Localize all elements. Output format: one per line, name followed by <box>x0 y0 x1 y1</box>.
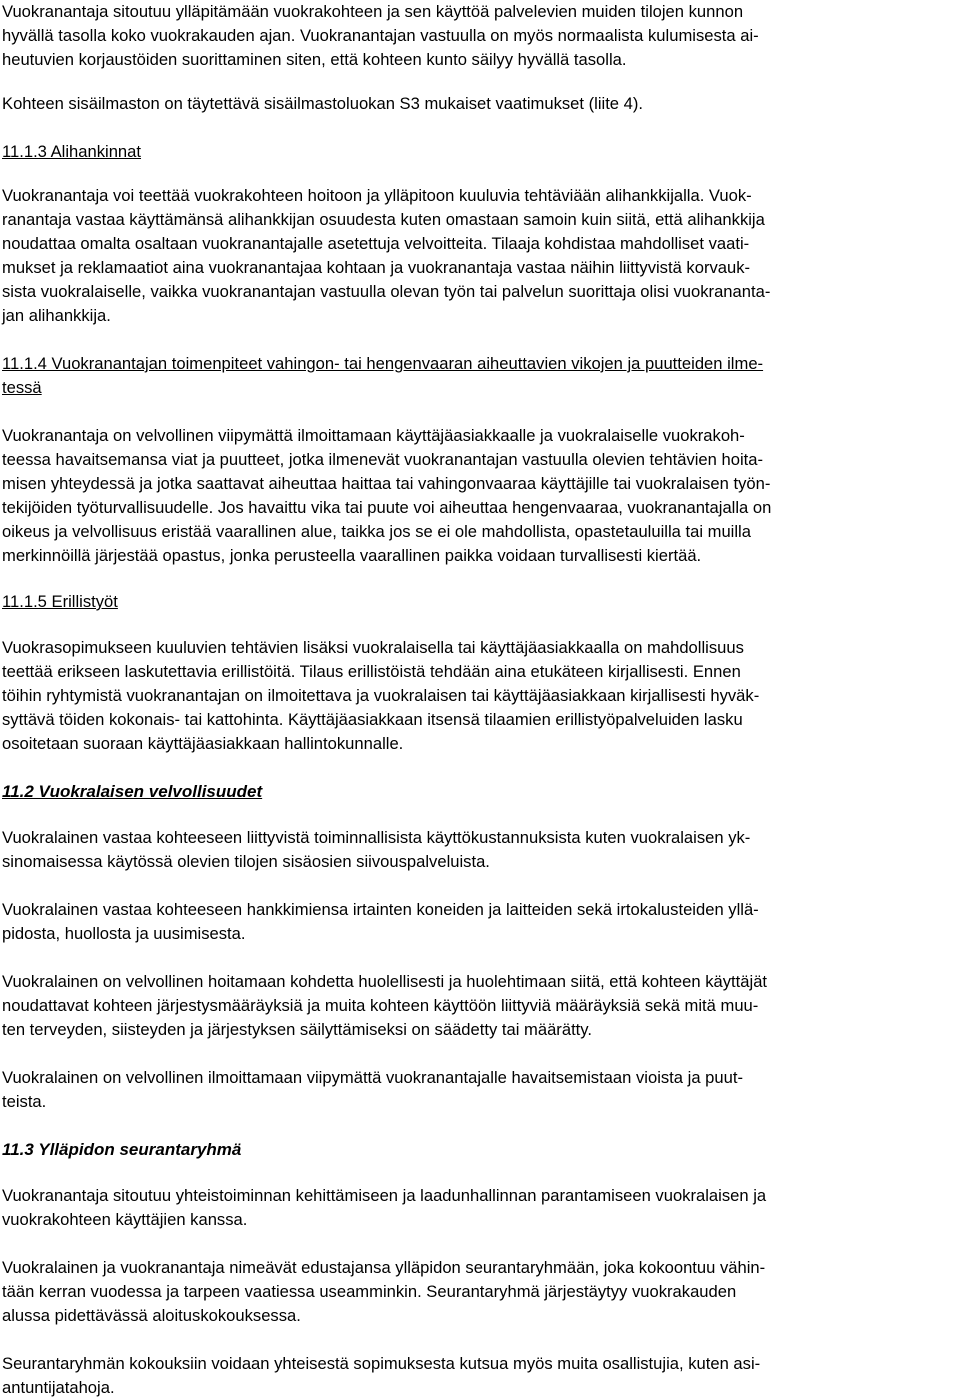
text-line: Kohteen sisäilmaston on täytettävä sisäilmastoluokan S3 mukaiset vaatimukset (liite 4). <box>2 94 644 113</box>
text-line: tään kerran vuodessa ja tarpeen vaatiessa useamminkin. Seurantaryhmä järjestäytyy vuokrakauden <box>2 1282 737 1301</box>
text-line: Seurantaryhmän kokouksiin voidaan yhteisestä sopimuksesta kutsua myös muita osallistujia, kuten asi- <box>2 1354 761 1373</box>
section-heading-11-2 <box>2 780 956 804</box>
text-line: Vuokranantaja sitoutuu yhteistoiminnan kehittämiseen ja laadunhallinnan parantamiseen vuokralaisen ja <box>2 1186 767 1205</box>
text-line: syttävä töiden kokonais- tai kattohinta. Käyttäjäasiakkaan itsensä tilaamien erillistyöpalveluiden lasku <box>2 710 743 729</box>
text-line: merkinnöillä järjestää opastus, jonka perusteella vaarallinen paikka voidaan turvallisesti kiertää. <box>2 546 702 565</box>
paragraph-tenant-equipment <box>2 898 956 946</box>
text-line: Vuokralainen ja vuokranantaja nimeävät edustajansa ylläpidon seurantaryhmään, joka kokoontuu vähin- <box>2 1258 766 1277</box>
text-line: Vuokralainen vastaa kohteeseen liittyvistä toiminnallisista käyttökustannuksista kuten vuokralaisen yk- <box>2 828 751 847</box>
text-line: ranantaja vastaa käyttämänsä alihankkijan osuudesta kuten omastaan samoin kuin siitä, että alihankkija <box>2 210 765 229</box>
text-line: ten terveyden, siisteyden ja järjestyksen säilyttämiseksi on säädetty tai määrätty. <box>2 1020 592 1039</box>
text-line: alussa pidettävässä aloituskokouksessa. <box>2 1306 301 1325</box>
text-line: teettää erikseen laskutettavia erillistöitä. Tilaus erillistöistä tehdään aina etukäteen kirjallisesti. Ennen <box>2 662 741 681</box>
paragraph-maintenance-obligation <box>2 0 956 72</box>
paragraph-tenant-costs <box>2 826 956 874</box>
text-line: sinomaisessa käytössä olevien tilojen sisäosien siivouspalveluista. <box>2 852 490 871</box>
text-line: Vuokranantaja on velvollinen viipymättä ilmoittamaan käyttäjäasiakkaalle ja vuokralaiselle vuokrakoh- <box>2 426 745 445</box>
text-line: pidosta, huollosta ja uusimisesta. <box>2 924 246 943</box>
paragraph-tenant-care <box>2 970 956 1042</box>
text-line: Vuokranantaja voi teettää vuokrakohteen hoitoon ja ylläpitoon kuuluvia tehtäviään alihankkijalla. Vuok- <box>2 186 752 205</box>
text-line: noudattaa omalta osaltaan vuokranantajalle asetettuja velvoitteita. Tilaaja kohdistaa mahdolliset vaati- <box>2 234 750 253</box>
text-line: Vuokrasopimukseen kuuluvien tehtävien lisäksi vuokralaisella tai käyttäjäasiakkaalla on mahdollisuus <box>2 638 744 657</box>
paragraph-meeting-invites <box>2 1352 956 1400</box>
section-heading-11-3 <box>2 1138 956 1162</box>
paragraph-separate-works <box>2 636 956 756</box>
text-line: noudattavat kohteen järjestysmääräyksiä ja muita kohteen käyttöön liittyviä määräyksiä sekä mitä muu- <box>2 996 759 1015</box>
paragraph-subcontracting <box>2 184 956 328</box>
text-line: sista vuokralaiselle, vaikka vuokranantajan vastuulla olevan työn tai palvelun suorittaja olisi vuokrananta- <box>2 282 771 301</box>
paragraph-tenant-notification <box>2 1066 956 1114</box>
section-heading: 11.1.4 Vuokranantajan toimenpiteet vahingon- tai hengenvaaran aiheuttavien vikojen ja puutteiden ilme- <box>2 354 764 373</box>
text-line: antuntijatahoja. <box>2 1378 115 1397</box>
text-line: heutuvien korjaustöiden suorittaminen siten, että kohteen kunto säilyy hyvällä tasolla. <box>2 50 627 69</box>
text-line: teista. <box>2 1092 47 1111</box>
text-line: mukset ja reklamaatiot aina vuokranantajaa kohtaan ja vuokranantaja vastaa näihin liittyvistä korvauk- <box>2 258 751 277</box>
text-line: misen yhteydessä ja jotka saattavat aiheuttaa haittaa tai vahingonvaaraa käyttäjille tai vuokralaisen työn- <box>2 474 771 493</box>
paragraph-defect-notification <box>2 424 956 568</box>
section-heading: 11.3 Ylläpidon seurantaryhmä <box>2 1140 242 1159</box>
text-line: vuokrakohteen käyttäjien kanssa. <box>2 1210 248 1229</box>
text-line: Vuokralainen vastaa kohteeseen hankkimiensa irtainten koneiden ja laitteiden sekä irtokalusteiden yllä- <box>2 900 759 919</box>
text-line: osoitetaan suoraan käyttäjäasiakkaan hallintokunnalle. <box>2 734 404 753</box>
section-heading: 11.1.3 Alihankinnat <box>2 142 142 161</box>
text-line: hyvällä tasolla koko vuokrakauden ajan. Vuokranantajan vastuulla on myös normaalista kulumisesta ai- <box>2 26 759 45</box>
paragraph-indoor-climate <box>2 92 956 116</box>
text-line: Vuokralainen on velvollinen ilmoittamaan viipymättä vuokranantajalle havaitsemistaan vioista ja puut- <box>2 1068 743 1087</box>
text-line: tekijöiden työturvallisuudelle. Jos havaittu vika tai puute voi aiheuttaa hengenvaaraa, vuokranantajalla on <box>2 498 772 517</box>
text-line: töihin ryhtymistä vuokranantajan on ilmoitettava ja vuokralaisen tai käyttäjäasiakkaan kirjallisesti hyväk- <box>2 686 760 705</box>
text-line: jan alihankkija. <box>2 306 111 325</box>
text-line: Vuokralainen on velvollinen hoitamaan kohdetta huolellisesti ja huolehtimaan siitä, että kohteen käyttäjät <box>2 972 768 991</box>
paragraph-cooperation <box>2 1184 956 1232</box>
section-heading-11-1-5 <box>2 590 956 614</box>
section-heading: 11.2 Vuokralaisen velvollisuudet <box>2 782 263 801</box>
section-heading: 11.1.5 Erillistyöt <box>2 592 118 611</box>
paragraph-monitoring-group <box>2 1256 956 1328</box>
section-heading: tessä <box>2 378 42 397</box>
text-line: teessa havaitsemansa viat ja puutteet, jotka ilmenevät vuokranantajan vastuulla olevien tehtävien hoita- <box>2 450 764 469</box>
section-heading-11-1-3 <box>2 140 956 164</box>
section-heading-11-1-4 <box>2 352 956 400</box>
text-line: oikeus ja velvollisuus eristää vaarallinen alue, taikka jos se ei ole mahdollista, opastetauluilla tai muilla <box>2 522 751 541</box>
text-line: Vuokranantaja sitoutuu ylläpitämään vuokrakohteen ja sen käyttöä palvelevien muiden tilojen kunnon <box>2 2 744 21</box>
